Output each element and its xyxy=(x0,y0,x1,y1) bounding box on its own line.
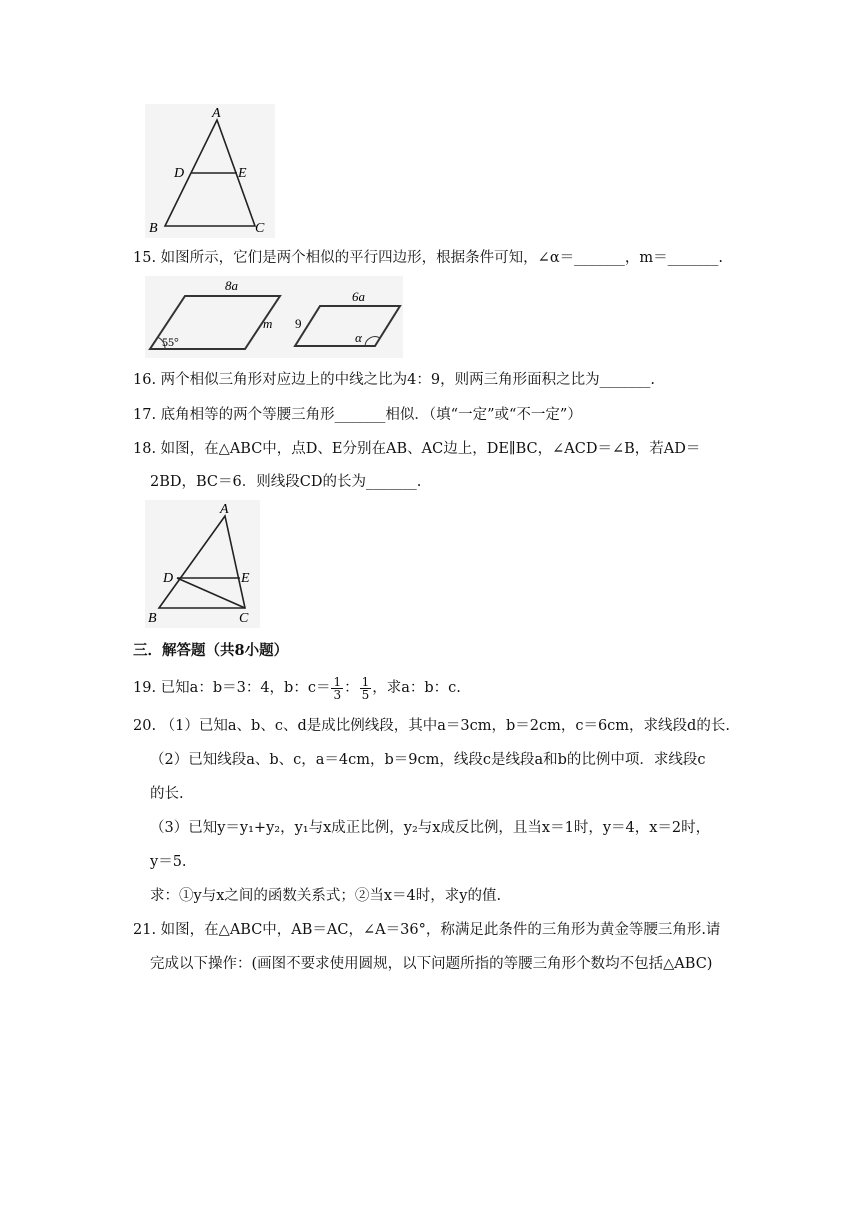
label-b: B xyxy=(149,221,158,236)
right-top-label: 6a xyxy=(352,289,365,304)
question-21-line-2: 完成以下操作：(画图不要求使用圆规，以下问题所指的等腰三角形个数均不包括△ABC) xyxy=(150,956,713,972)
question-20-part-3-line-1: （3）已知y＝y₁+y₂，y₁与x成正比例，y₂与x成反比例，且当x＝1时，y＝4，x＝2时， xyxy=(150,820,711,836)
question-21-line-1: 21. 如图，在△ABC中，AB＝AC，∠A＝36°，称满足此条件的三角形为黄金等腰三角形.请 xyxy=(133,922,721,938)
question-20-part-4: 求：①y与x之间的函数关系式；②当x＝4时，求y的值. xyxy=(150,888,502,904)
left-angle-label: 55° xyxy=(162,335,179,349)
fraction-one-fifth xyxy=(360,676,372,701)
figure-triangle-abc-dc xyxy=(145,500,260,628)
right-side-label: 9 xyxy=(295,316,302,331)
label-d: D xyxy=(163,571,174,586)
fraction-one-third xyxy=(331,676,343,701)
label-a: A xyxy=(220,502,229,517)
section-heading: 三．解答题（共8小题） xyxy=(133,642,289,659)
label-b: B xyxy=(148,611,157,626)
frac1-den: 3 xyxy=(333,687,342,702)
label-c: C xyxy=(239,611,249,626)
left-side-label: m xyxy=(263,316,273,331)
q19-prefix: 19. 已知a：b＝3：4，b：c＝ xyxy=(133,680,331,696)
frac1-num: 1 xyxy=(333,674,342,689)
label-e: E xyxy=(241,571,250,586)
question-20-part-3-line-2: y＝5. xyxy=(150,854,187,870)
right-angle-label: α xyxy=(355,330,362,345)
question-20-part-2-line-1: （2）已知线段a、b、c，a＝4cm，b＝9cm，线段c是线段a和b的比例中项．求线段c xyxy=(150,752,706,768)
figure-triangle-abc xyxy=(145,104,275,238)
question-20-part-2-line-2: 的长. xyxy=(150,786,184,802)
frac2-num: 1 xyxy=(361,674,370,689)
label-c: C xyxy=(255,221,265,236)
question-18-line-1: 18. 如图，在△ABC中，点D、E分别在AB、AC边上，DE∥BC，∠ACD＝∠B，若AD＝ xyxy=(133,441,701,457)
question-16: 16. 两个相似三角形对应边上的中线之比为4：9，则两三角形面积之比为_______. xyxy=(133,372,655,388)
label-a: A xyxy=(212,106,221,121)
question-15: 15. 如图所示，它们是两个相似的平行四边形，根据条件可知，∠α＝_______，m＝_______. xyxy=(133,250,723,266)
label-e: E xyxy=(238,166,247,181)
question-20-part-1: 20. （1）已知a、b、c、d是成比例线段，其中a＝3cm，b＝2cm，c＝6cm，求线段d的长. xyxy=(133,718,730,734)
figure-parallelograms xyxy=(145,276,403,358)
label-d: D xyxy=(174,166,185,181)
question-18-line-2: 2BD，BC＝6．则线段CD的长为_______. xyxy=(150,474,422,490)
left-top-label: 8a xyxy=(225,278,238,293)
question-17: 17. 底角相等的两个等腰三角形_______相似．（填“一定”或“不一定”） xyxy=(133,407,582,423)
q19-colon: ： xyxy=(344,680,359,696)
q19-suffix: ，求a：b：c. xyxy=(372,680,461,696)
question-19 xyxy=(133,675,461,701)
frac2-den: 5 xyxy=(361,687,370,702)
